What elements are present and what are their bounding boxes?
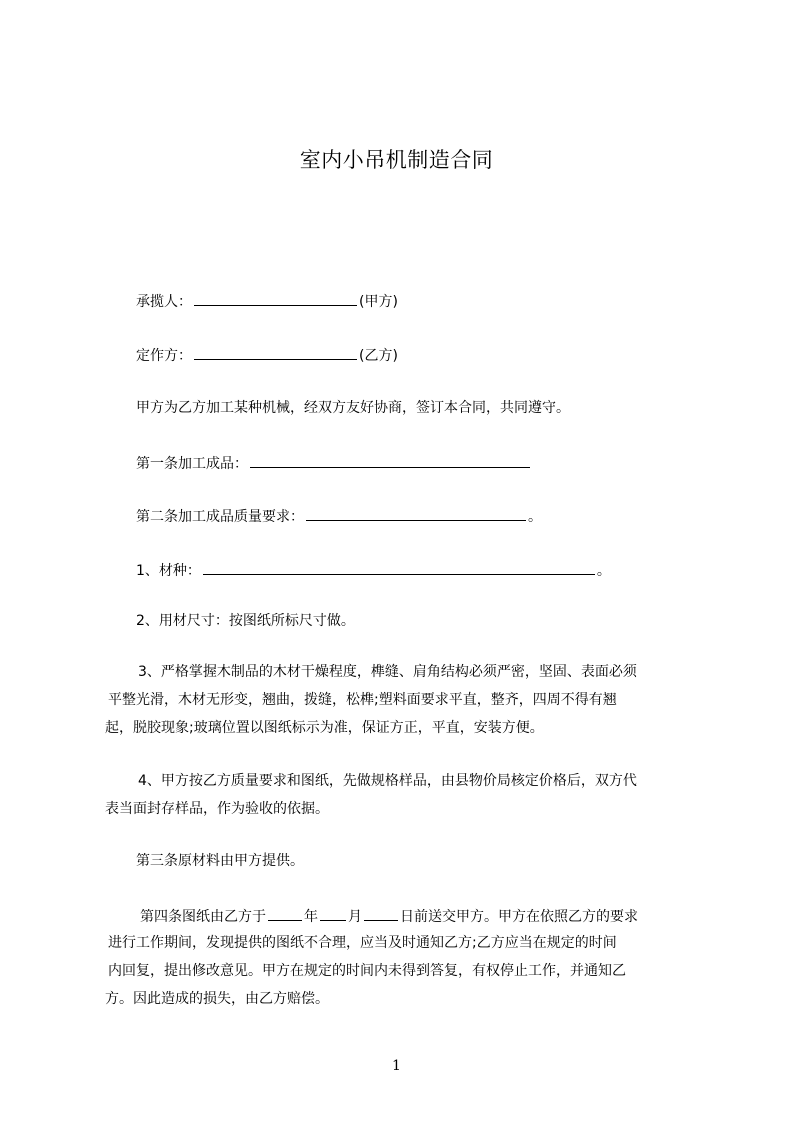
article-2-label: 第二条加工成品质量要求： <box>136 509 304 525</box>
article-4-day-blank[interactable] <box>364 908 398 921</box>
party-a-blank[interactable] <box>194 293 357 306</box>
article-4-year-blank[interactable] <box>268 908 302 921</box>
party-a-suffix: (甲方) <box>359 294 398 310</box>
item-1-suffix: 。 <box>596 563 611 579</box>
item-3-line-2: 平整光滑，木材无形变，翘曲，拨缝，松榫;塑料面要求平直，整齐，四周不得有翘 <box>108 692 617 708</box>
party-b-suffix: (乙方) <box>359 348 398 364</box>
article-3-line: 第三条原材料由甲方提供。 <box>136 853 304 869</box>
party-b-label: 定作方： <box>136 348 192 364</box>
party-a-line <box>136 293 398 309</box>
article-4-line-4: 方。因此造成的损失，由乙方赔偿。 <box>105 991 329 1007</box>
item-4-line-2: 表当面封存样品，作为验收的依据。 <box>105 801 329 817</box>
item-4-line-1: 4、甲方按乙方质量要求和图纸，先做规格样品，由县物价局核定价格后，双方代 <box>138 773 637 789</box>
article-4-month: 月 <box>348 909 362 925</box>
item-1-blank[interactable] <box>203 562 595 575</box>
article-2-suffix: 。 <box>528 509 542 525</box>
article-1-blank[interactable] <box>250 455 530 468</box>
article-2-blank[interactable] <box>306 508 526 521</box>
party-b-line <box>136 347 398 363</box>
party-a-label: 承揽人： <box>136 294 192 310</box>
article-2-line <box>136 508 542 524</box>
article-4-prefix: 第四条图纸由乙方于 <box>140 909 266 925</box>
item-1-label: 1、材种： <box>136 563 201 579</box>
item-3-line-3: 起，脱胶现象;玻璃位置以图纸标示为准，保证方正，平直，安装方便。 <box>105 720 544 736</box>
article-1-line <box>136 455 532 471</box>
article-1-label: 第一条加工成品： <box>136 456 248 472</box>
intro-paragraph: 甲方为乙方加工某种机械，经双方友好协商，签订本合同，共同遵守。 <box>136 400 570 416</box>
item-3-line-1: 3、严格掌握木制品的木材干燥程度，榫缝、肩角结构必须严密，坚固、表面必须 <box>138 664 637 680</box>
page-title: 室内小吊机制造合同 <box>299 148 494 172</box>
article-4-month-blank[interactable] <box>320 908 346 921</box>
item-2-line: 2、用材尺寸：按图纸所标尺寸做。 <box>136 613 355 629</box>
item-1-line <box>136 562 611 578</box>
party-b-blank[interactable] <box>194 347 357 360</box>
article-4-rest: 日前送交甲方。甲方在依照乙方的要求 <box>400 909 638 925</box>
article-4-line-1 <box>140 908 638 924</box>
article-4-line-2: 进行工作期间，发现提供的图纸不合理，应当及时通知乙方;乙方应当在规定的时间 <box>108 935 617 951</box>
page-number: 1 <box>392 1058 401 1074</box>
article-4-line-3: 内回复，提出修改意见。甲方在规定的时间内未得到答复，有权停止工作，并通知乙 <box>108 963 626 979</box>
article-4-year: 年 <box>304 909 318 925</box>
